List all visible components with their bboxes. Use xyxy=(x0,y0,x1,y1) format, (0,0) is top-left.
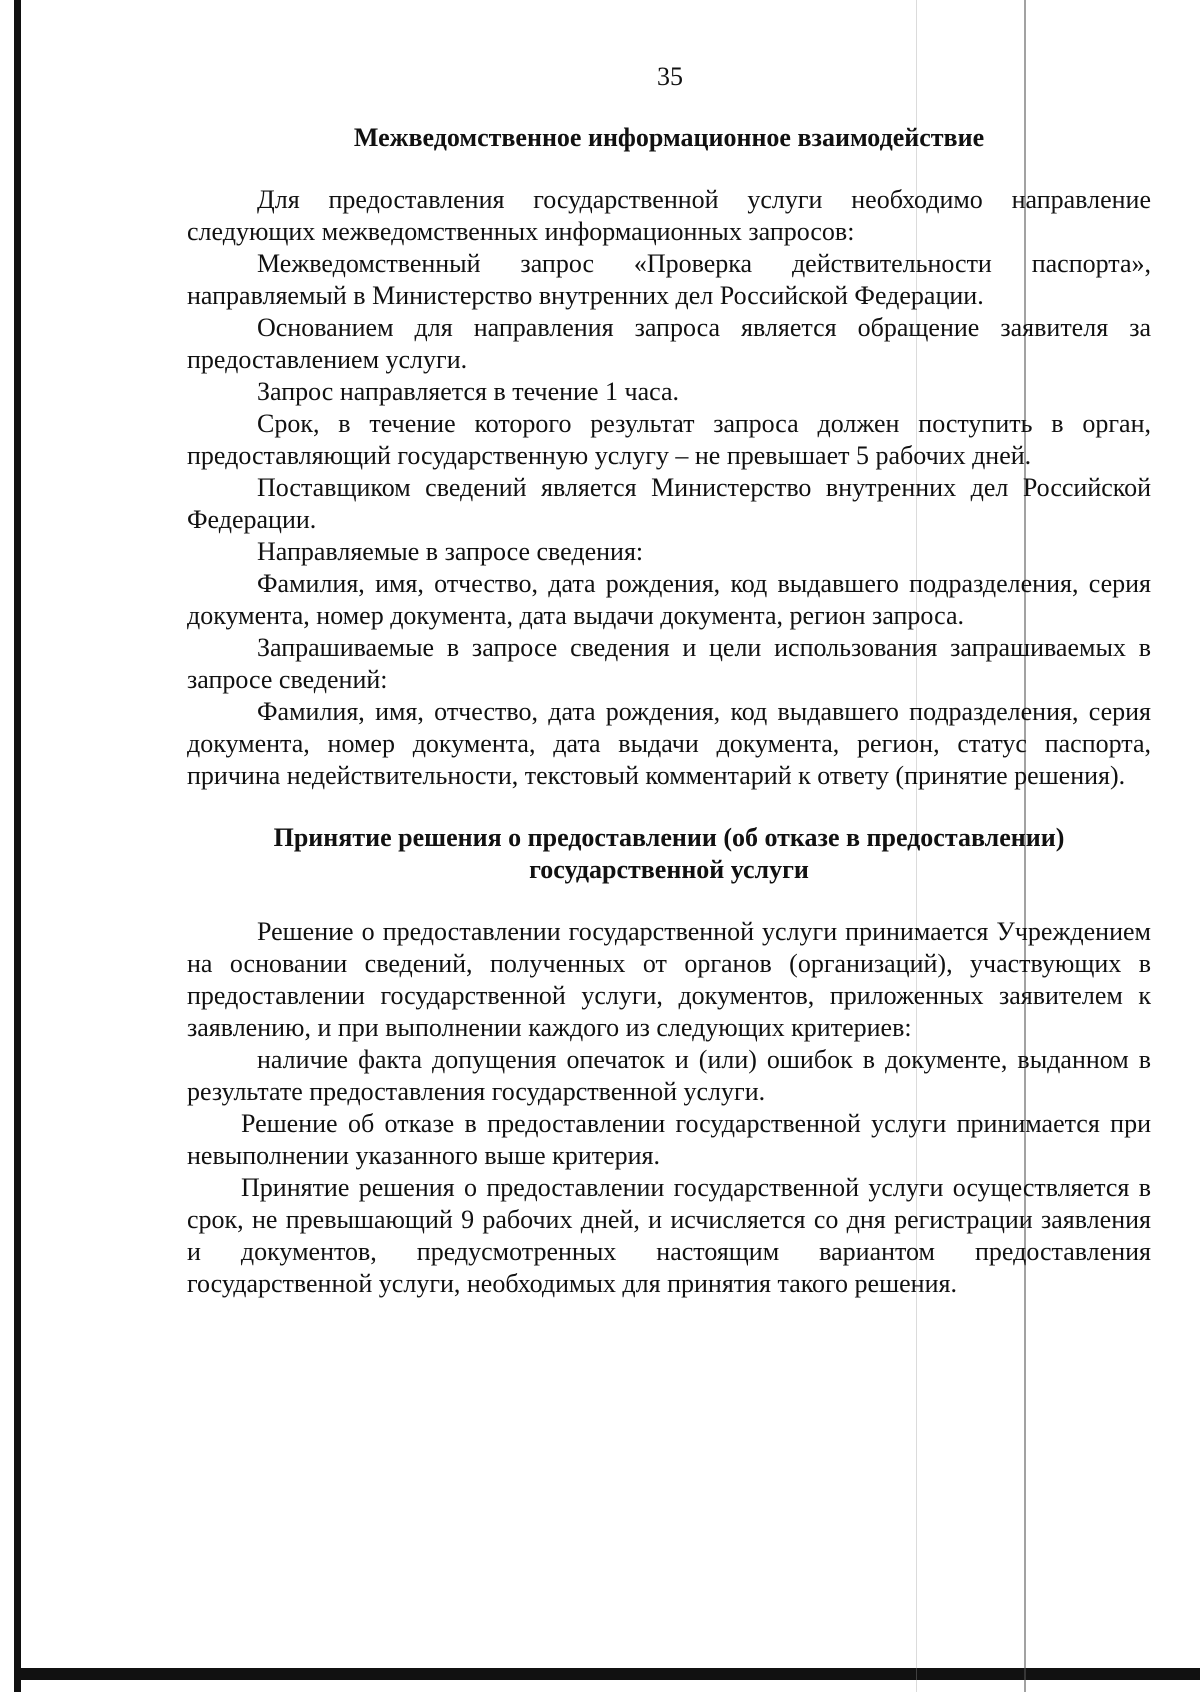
paragraph: Фамилия, имя, отчество, дата рождения, код выдавшего подразделения, серия документа, номер документа, дата выдачи документа, регион, статус паспорта, причина недействительности, текстовый комментарий к ответу (принятие решения). xyxy=(187,697,1151,790)
section-heading-line: государственной услуги xyxy=(529,855,809,884)
document-body xyxy=(187,122,1151,1300)
paragraph: Запрашиваемые в запросе сведения и цели использования запрашиваемых в запросе сведений: xyxy=(187,633,1151,694)
section-heading-decision xyxy=(187,822,1151,886)
page-number: 35 xyxy=(657,62,683,91)
paragraph: Запрос направляется в течение 1 часа. xyxy=(257,377,680,406)
section-heading-interagency: Межведомственное информационное взаимодействие xyxy=(353,123,985,152)
paragraph: Принятие решения о предоставлении государственной услуги осуществляется в срок, не превышающий 9 рабочих дней, и исчисляется со дня регистрации заявления и документов, предусмотренных настоящим вариантом предоставления государственной услуги, необходимых для принятия такого решения. xyxy=(187,1173,1151,1298)
paragraph: наличие факта допущения опечаток и (или) ошибок в документе, выданном в результате предоставления государственной услуги. xyxy=(187,1045,1151,1106)
section-heading-line: Принятие решения о предоставлении (об отказе в предоставлении) xyxy=(273,823,1065,852)
paragraph: Решение об отказе в предоставлении государственной услуги принимается при невыполнении указанного выше критерия. xyxy=(187,1109,1151,1170)
paragraph: Срок, в течение которого результат запроса должен поступить в орган, предоставляющий государственную услугу – не превышает 5 рабочих дней. xyxy=(187,409,1151,470)
paragraph: Направляемые в запросе сведения: xyxy=(257,537,644,566)
scan-edge-left xyxy=(14,0,21,1692)
paragraph: Межведомственный запрос «Проверка действительности паспорта», направляемый в Министерство внутренних дел Российской Федерации. xyxy=(187,249,1151,310)
paragraph: Основанием для направления запроса является обращение заявителя за предоставлением услуги. xyxy=(187,313,1151,374)
paragraph: Фамилия, имя, отчество, дата рождения, код выдавшего подразделения, серия документа, номер документа, дата выдачи документа, регион запроса. xyxy=(187,569,1151,630)
paragraph: Решение о предоставлении государственной услуги принимается Учреждением на основании сведений, полученных от органов (организаций), участвующих в предоставлении государственной услуги, документов, приложенных заявителем к заявлению, и при выполнении каждого из следующих критериев: xyxy=(187,917,1151,1042)
paragraph: Для предоставления государственной услуги необходимо направление следующих межведомственных информационных запросов: xyxy=(187,185,1151,246)
paragraph: Поставщиком сведений является Министерство внутренних дел Российской Федерации. xyxy=(187,473,1151,534)
scan-edge-bottom xyxy=(14,1668,1200,1680)
